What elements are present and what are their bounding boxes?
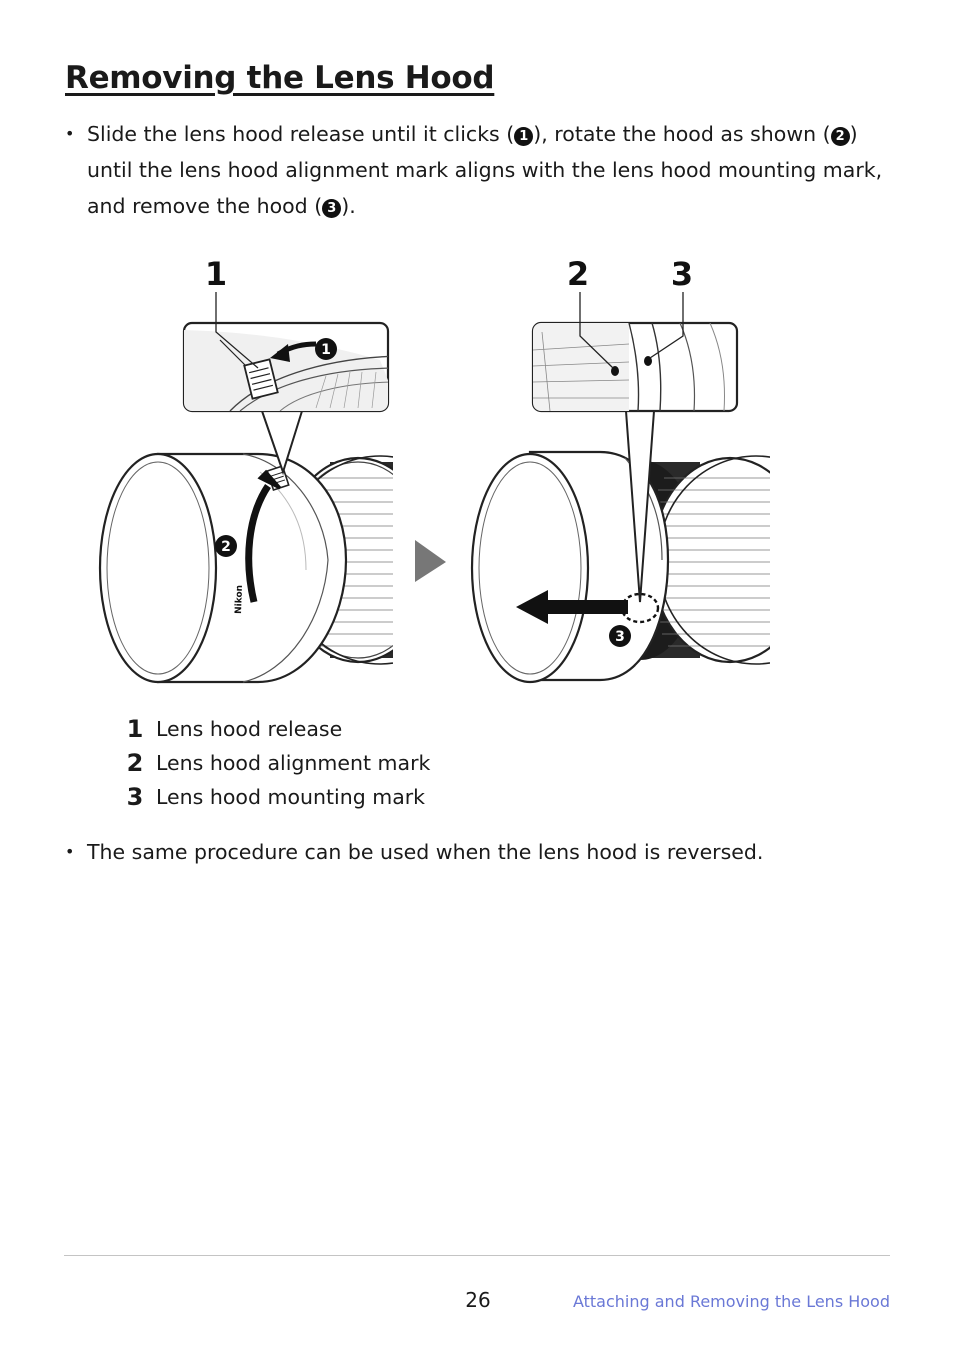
instruction-part: Slide the lens hood release until it clicks ( <box>87 122 515 146</box>
callout-number: 2 <box>566 255 590 293</box>
legend-number: 3 <box>126 783 144 811</box>
bullet-marker: • <box>65 842 75 861</box>
legend-number: 1 <box>126 715 144 743</box>
lens-hood-removal-illustration <box>80 240 800 700</box>
next-step-arrow <box>415 540 446 582</box>
legend-label: Lens hood release <box>156 717 343 741</box>
step-1-label: 1 <box>321 342 331 358</box>
illustration-svg <box>80 240 800 700</box>
step-3-label: 3 <box>615 629 625 645</box>
callout-number: 3 <box>670 255 694 293</box>
instruction-part: ) until the lens hood alignment mark aligns with the lens hood mounting mark, and remove the hood ( <box>87 122 883 218</box>
brand-text: Nikon <box>234 584 246 615</box>
legend-label: Lens hood mounting mark <box>156 785 426 809</box>
page-number: 26 <box>465 1288 491 1312</box>
note-bullet <box>65 834 895 870</box>
step-2-badge: 2 <box>831 127 850 146</box>
step-1-badge: 1 <box>514 127 533 146</box>
instruction-bullet <box>65 116 895 224</box>
legend-label: Lens hood alignment mark <box>156 751 431 775</box>
step-2-label: 2 <box>221 539 231 555</box>
inset-release-detail <box>184 323 400 472</box>
instruction-text <box>87 116 895 224</box>
instruction-part: ), rotate the hood as shown ( <box>533 122 831 146</box>
instruction-part: ). <box>341 194 356 218</box>
note-text: The same procedure can be used when the lens hood is reversed. <box>87 840 764 864</box>
section-link[interactable]: Attaching and Removing the Lens Hood <box>572 1292 890 1311</box>
bullet-marker: • <box>65 124 75 143</box>
step-3-badge: 3 <box>322 199 341 218</box>
remove-arrow-shaft <box>542 600 628 614</box>
page-title: Removing the Lens Hood <box>65 60 495 96</box>
legend-number: 2 <box>126 749 144 777</box>
footer-divider <box>64 1255 890 1256</box>
callout-number: 1 <box>204 255 228 293</box>
